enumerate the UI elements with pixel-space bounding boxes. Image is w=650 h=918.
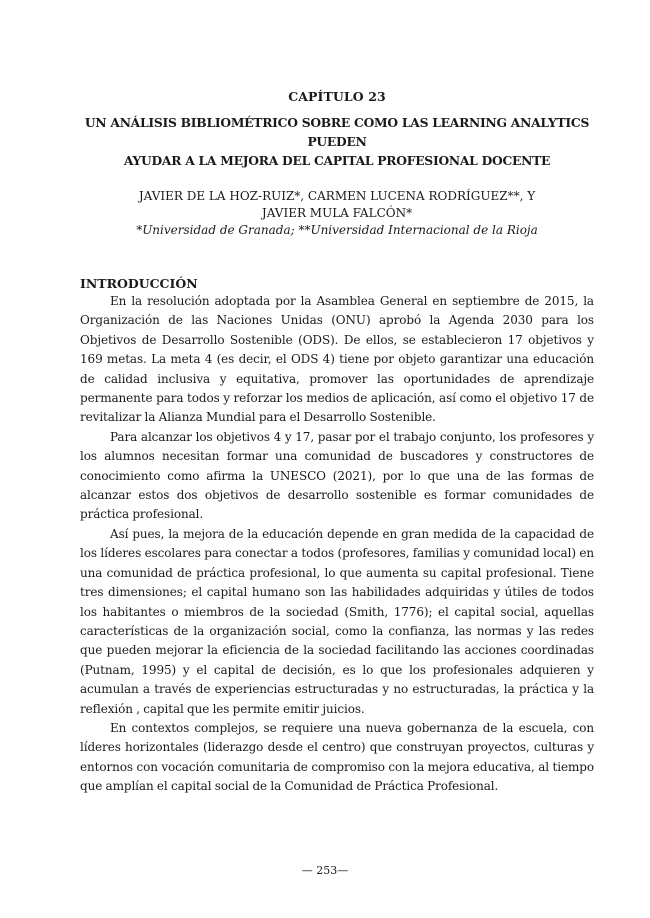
paragraph-1: En la resolución adoptada por la Asamblea General en septiembre de 2015, la Organización de las Naciones Unidas (ONU) aprobó la Agenda 2030 para los Objetivos de Desarrollo Sostenible (ODS). De ellos, se establecieron 17 objetivos y 169 metas. La meta 4 (es decir, el ODS 4) tiene por objeto garantizar una educación de calidad inclusiva y equitativa, promover las oportunidades de aprendizaje permanente para todos y reforzar los medios de aplicación, así como el objetivo 17 de revitalizar la Alianza Mundial para el Desarrollo Sostenible. [80,294,594,425]
paragraph-4: En contextos complejos, se requiere una nueva gobernanza de la escuela, con líderes horizontales (liderazgo desde el centro) que construyan proyectos, culturas y entornos con vocación comunitaria de compromiso con la mejora educativa, al tiempo que amplían el capital social de la Comunidad de Práctica Profesional. [80,720,594,794]
chapter-title-line-2: AYUDAR A LA MEJORA DEL CAPITAL PROFESIONAL DOCENTE [123,153,551,168]
paragraph-2: Para alcanzar los objetivos 4 y 17, pasar por el trabajo conjunto, los profesores y los alumnos necesitan formar una comunidad de buscadores y constructores de conocimiento como afirma la UNESCO (2021), por lo que una de las formas de alcanzar estos dos objetivos de desarrollo sostenible es formar comunidades de práctica profesional. [80,429,594,522]
paragraph-3: Así pues, la mejora de la educación depende en gran medida de la capacidad de los líderes escolares para conectar a todos (profesores, familias y comunidad local) en una comunidad de práctica profesional, lo que aumenta su capital profesional. Tiene tres dimensiones; el capital humano son las habilidades adquiridas y útiles de todos los habitantes o miembros de la sociedad (Smith, 1776); el capital social, aquellas características de la organización social, como la confianza, las normas y las redes que pueden mejorar la eficiencia de la sociedad facilitando las acciones coordinadas (Putnam, 1995) y el capital de decisión, es lo que los profesionales adquieren y acumulan a través de experiencias estructuradas y no estructuradas, la práctica y la reflexión , capital que les permite emitir juicios. [80,526,594,716]
page-number: — 253— [301,864,349,877]
authors-line-2: JAVIER MULA FALCÓN* [261,206,413,220]
section-title: INTRODUCCIÓN [80,276,198,291]
affiliation: *Universidad de Granada; **Universidad Internacional de la Rioja [136,223,538,237]
chapter-title [80,113,594,170]
chapter-title-line-1: UN ANÁLISIS BIBLIOMÉTRICO SOBRE COMO LAS LEARNING ANALYTICS PUEDEN [84,115,590,149]
authors-line-1: JAVIER DE LA HOZ-RUIZ*, CARMEN LUCENA RODRÍGUEZ**, Y [138,189,536,203]
document-page [80,88,594,797]
chapter-number: CAPÍTULO 23 [288,89,386,104]
authors [80,188,594,222]
